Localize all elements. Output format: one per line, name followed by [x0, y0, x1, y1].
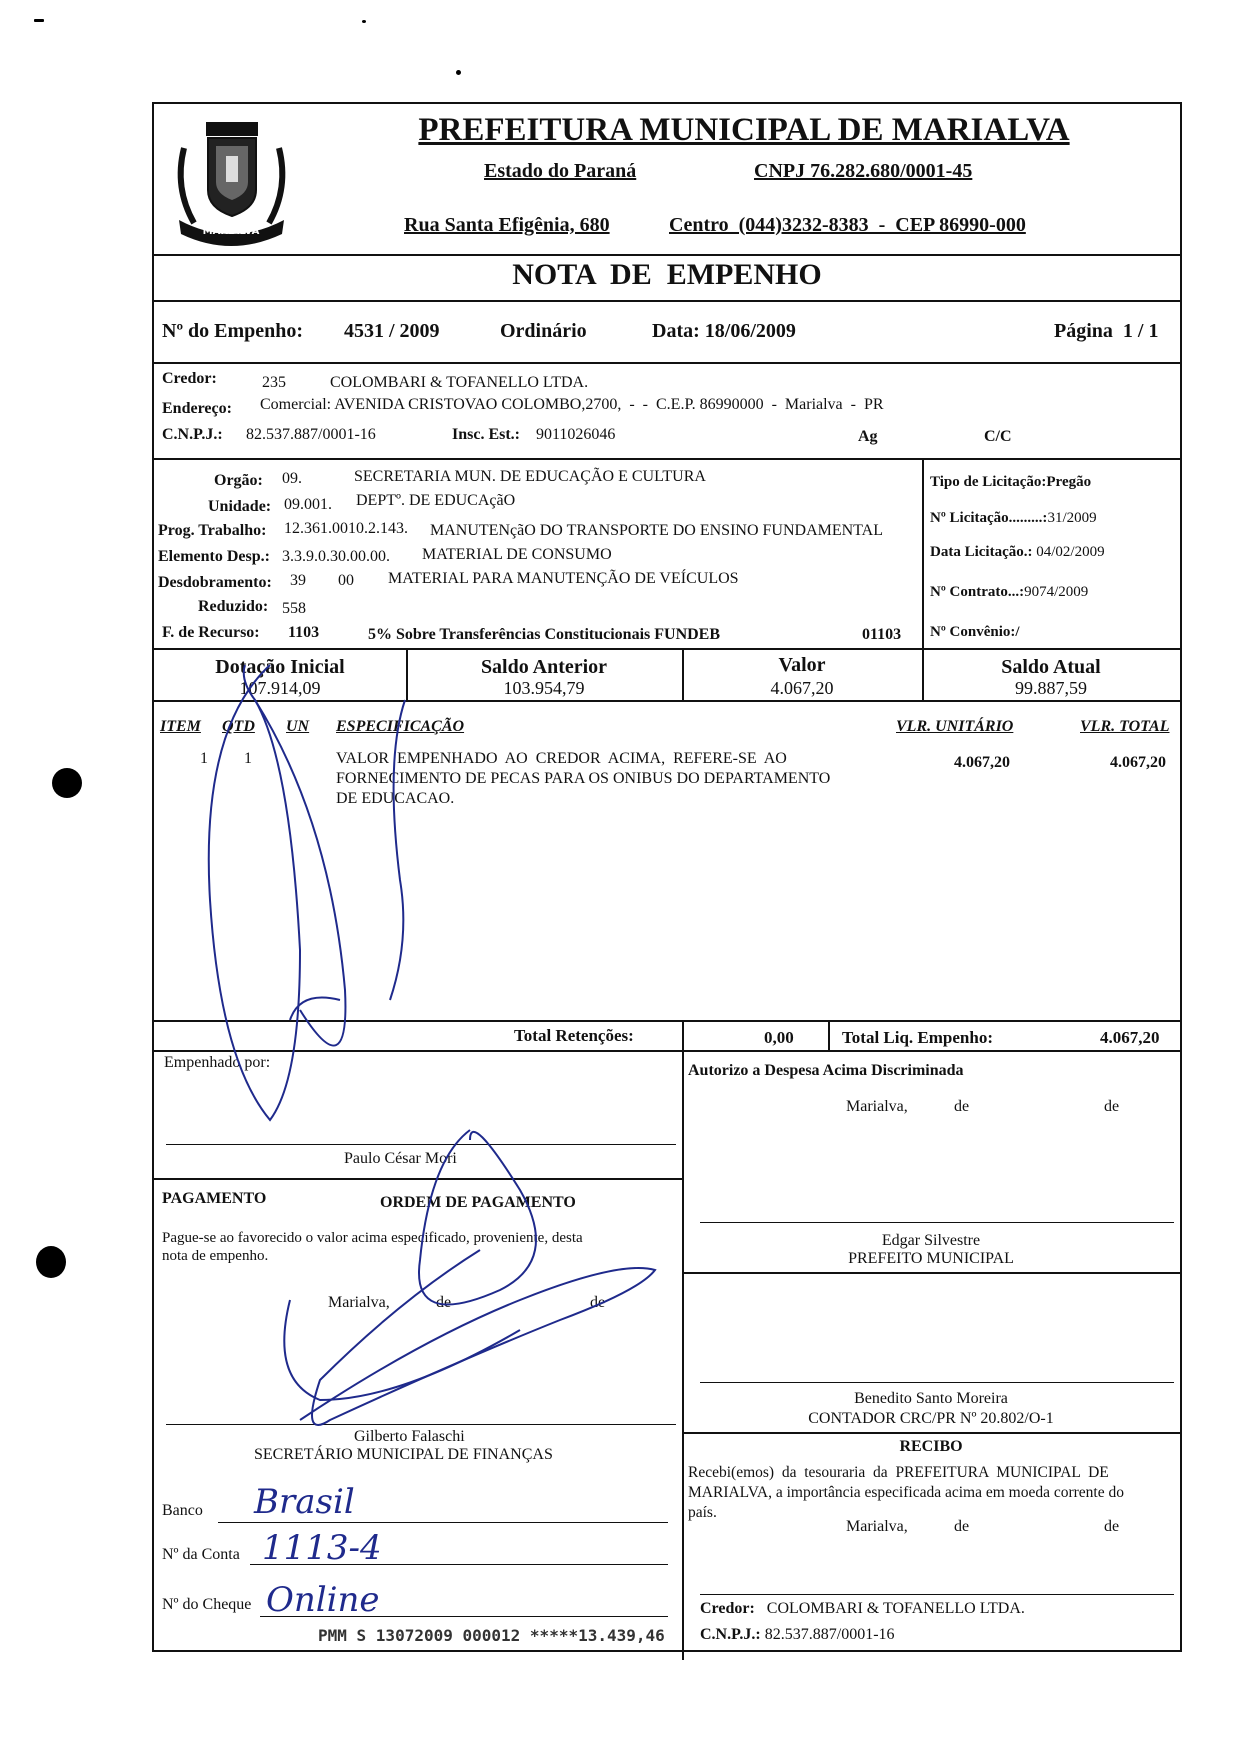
empenho-number-label: Nº do Empenho:: [162, 320, 304, 342]
row-qtd: 1: [244, 750, 252, 767]
credor-address-label: Endereço:: [162, 400, 232, 417]
recurso-number: 01103: [862, 626, 902, 643]
recibo-cnpj: C.N.P.J.: 82.537.887/0001-16: [700, 1626, 895, 1643]
ordem-marialva: Marialva,: [328, 1294, 390, 1311]
saldo-anterior-value: 103.954,79: [503, 678, 585, 698]
col-qtd: QTD: [222, 718, 255, 735]
empenhado-por-label: Empenhado por:: [164, 1054, 271, 1071]
dotacao-value: 107.914,09: [239, 678, 321, 698]
prefeitura-title: PREFEITURA MUNICIPAL DE MARIALVA: [418, 112, 1070, 148]
dotacao-label: Dotação Inicial: [215, 656, 345, 678]
col-vlr-total: VLR. TOTAL: [1080, 718, 1170, 735]
recibo-line-3: país.: [688, 1504, 717, 1521]
elemento-code: 3.3.9.0.30.00.00.: [282, 548, 390, 565]
punch-hole-top: [52, 768, 82, 798]
prog-code: 12.361.0010.2.143.: [284, 520, 408, 537]
prefeitura-address: Rua Santa Efigênia, 680: [404, 214, 610, 236]
row-unit-value: 4.067,20: [954, 754, 1010, 771]
state-label: Estado do Paraná: [484, 160, 637, 182]
data-licitacao: Data Licitação.: 04/02/2009: [930, 544, 1105, 560]
reduzido-value: 558: [282, 600, 306, 617]
credor-label: Credor:: [162, 370, 217, 387]
prefeitura-district-phone: Centro (044)3232-8383 - CEP 86990-000: [669, 214, 1026, 236]
recibo-de-2: de: [1104, 1518, 1120, 1535]
liquido-label: Total Liq. Empenho:: [842, 1028, 993, 1047]
recibo-line-2: MARIALVA, a importância especificada acima em moeda corrente do: [688, 1484, 1124, 1501]
recibo-line-1: Recebi(emos) da tesouraria da PREFEITURA MUNICIPAL DE: [688, 1464, 1109, 1481]
row-spec-line-3: DE EDUCACAO.: [336, 790, 455, 807]
row-spec-line-1: VALOR EMPENHADO AO CREDOR ACIMA, REFERE-SE AO: [336, 750, 787, 767]
page-number: Página 1 / 1: [1054, 320, 1159, 342]
autorizo-title: Autorizo a Despesa Acima Discriminada: [688, 1062, 964, 1079]
bank-stamp: PMM S 13072009 000012 *****13.439,46: [318, 1626, 665, 1645]
conta-label: Nº da Conta: [162, 1546, 240, 1563]
ordem-de-2: de: [590, 1294, 606, 1311]
desdobramento-b: 00: [338, 572, 354, 589]
ordem-de-1: de: [436, 1294, 452, 1311]
secretario-title: SECRETÁRIO MUNICIPAL DE FINANÇAS: [254, 1446, 553, 1463]
col-especificacao: ESPECIFICAÇÃO: [336, 718, 465, 735]
recurso-code: 1103: [288, 624, 320, 641]
valor-label: Valor: [778, 654, 826, 676]
liquido-value: 4.067,20: [1100, 1028, 1160, 1047]
contador-name: Benedito Santo Moreira: [854, 1390, 1008, 1407]
contador-title: CONTADOR CRC/PR Nº 20.802/O-1: [808, 1410, 1054, 1427]
row-spec-line-2: FORNECIMENTO DE PECAS PARA OS ONIBUS DO DEPARTAMENTO: [336, 770, 831, 787]
saldo-atual-label: Saldo Atual: [1001, 656, 1101, 678]
unidade-code: 09.001.: [284, 496, 332, 513]
orgao-label: Orgão:: [214, 472, 263, 489]
col-un: UN: [286, 718, 310, 735]
unidade-label: Unidade:: [208, 498, 272, 515]
empenhado-por-name: Paulo César Mori: [344, 1150, 457, 1167]
valor-value: 4.067,20: [770, 678, 834, 698]
crest-banner-text: MARIALVA: [202, 226, 260, 237]
punch-hole-bottom: [36, 1246, 66, 1278]
credor-insc-label: Insc. Est.:: [452, 426, 521, 443]
banco-label: Banco: [162, 1502, 203, 1519]
municipal-crest: [164, 108, 299, 248]
desdobramento-label: Desdobramento:: [158, 574, 272, 591]
secretario-name: Gilberto Falaschi: [354, 1428, 465, 1445]
credor-insc: 9011026046: [536, 426, 616, 443]
recibo-credor: Credor: COLOMBARI & TOFANELLO LTDA.: [700, 1600, 1025, 1617]
prefeito-title: PREFEITO MUNICIPAL: [848, 1250, 1014, 1267]
prog-name: MANUTENçãO DO TRANSPORTE DO ENSINO FUNDAMENTAL: [430, 522, 883, 539]
credor-cnpj: 82.537.887/0001-16: [246, 426, 376, 443]
speck: [456, 70, 461, 75]
recibo-title: RECIBO: [899, 1438, 963, 1455]
conta-handwritten: 1113-4: [262, 1528, 382, 1568]
desdobramento-name: MATERIAL PARA MANUTENÇÃO DE VEÍCULOS: [388, 570, 739, 587]
unidade-name: DEPTº. DE EDUCAçãO: [356, 492, 516, 509]
credor-ag: Ag: [858, 428, 878, 445]
credor-cc: C/C: [984, 428, 1012, 445]
orgao-code: 09.: [282, 470, 302, 487]
numero-contrato: Nº Contrato...:9074/2009: [930, 584, 1089, 600]
empenho-number: 4531 / 2009: [344, 320, 440, 342]
autorizo-de-1: de: [954, 1098, 970, 1115]
ordem-pagamento-title: ORDEM DE PAGAMENTO: [380, 1194, 576, 1211]
reduzido-label: Reduzido:: [198, 598, 269, 615]
speck: [34, 19, 44, 22]
col-item: ITEM: [160, 718, 201, 735]
cheque-label: Nº do Cheque: [162, 1596, 252, 1613]
cheque-handwritten: Online: [266, 1580, 380, 1620]
credor-code: 235: [262, 374, 286, 391]
saldo-anterior-label: Saldo Anterior: [480, 656, 608, 678]
prefeitura-cnpj: CNPJ 76.282.680/0001-45: [754, 160, 973, 182]
prog-label: Prog. Trabalho:: [158, 522, 267, 539]
pague-se-line-1: Pague-se ao favorecido o valor acima especificado, proveniente, desta: [162, 1230, 583, 1246]
retencoes-value: 0,00: [764, 1028, 794, 1047]
orgao-name: SECRETARIA MUN. DE EDUCAÇÃO E CULTURA: [354, 468, 706, 485]
recurso-name: 5% Sobre Transferências Constitucionais FUNDEB: [368, 626, 721, 643]
row-total-value: 4.067,20: [1110, 754, 1166, 771]
numero-convenio: Nº Convênio:/: [930, 624, 1020, 640]
elemento-name: MATERIAL DE CONSUMO: [422, 546, 612, 563]
pagamento-title: PAGAMENTO: [162, 1190, 267, 1207]
banco-handwritten: Brasil: [254, 1482, 355, 1522]
pague-se-line-2: nota de empenho.: [162, 1248, 269, 1264]
credor-cnpj-label: C.N.P.J.:: [162, 426, 223, 443]
saldo-atual-value: 99.887,59: [1015, 678, 1087, 698]
desdobramento-a: 39: [290, 572, 306, 589]
autorizo-de-2: de: [1104, 1098, 1120, 1115]
nota-de-empenho-form: [152, 102, 1182, 1652]
elemento-label: Elemento Desp.:: [158, 548, 270, 565]
recibo-marialva: Marialva,: [846, 1518, 908, 1535]
col-vlr-unitario: VLR. UNITÁRIO: [896, 718, 1014, 735]
credor-name: COLOMBARI & TOFANELLO LTDA.: [330, 374, 589, 391]
autorizo-marialva: Marialva,: [846, 1098, 908, 1115]
prefeito-name: Edgar Silvestre: [881, 1232, 981, 1249]
empenho-type: Ordinário: [500, 320, 587, 342]
recibo-de-1: de: [954, 1518, 970, 1535]
document-title: NOTA DE EMPENHO: [512, 258, 822, 291]
row-item: 1: [200, 750, 208, 767]
tipo-licitacao: Tipo de Licitação:Pregão: [930, 474, 1092, 490]
credor-address: Comercial: AVENIDA CRISTOVAO COLOMBO,2700, - - C.E.P. 86990000 - Marialva - PR: [260, 396, 884, 413]
empenho-date: Data: 18/06/2009: [652, 320, 796, 342]
numero-licitacao: Nº Licitação.........:31/2009: [930, 510, 1097, 526]
speck: [362, 20, 366, 23]
recurso-label: F. de Recurso:: [162, 624, 260, 641]
retencoes-label: Total Retenções:: [514, 1026, 634, 1045]
